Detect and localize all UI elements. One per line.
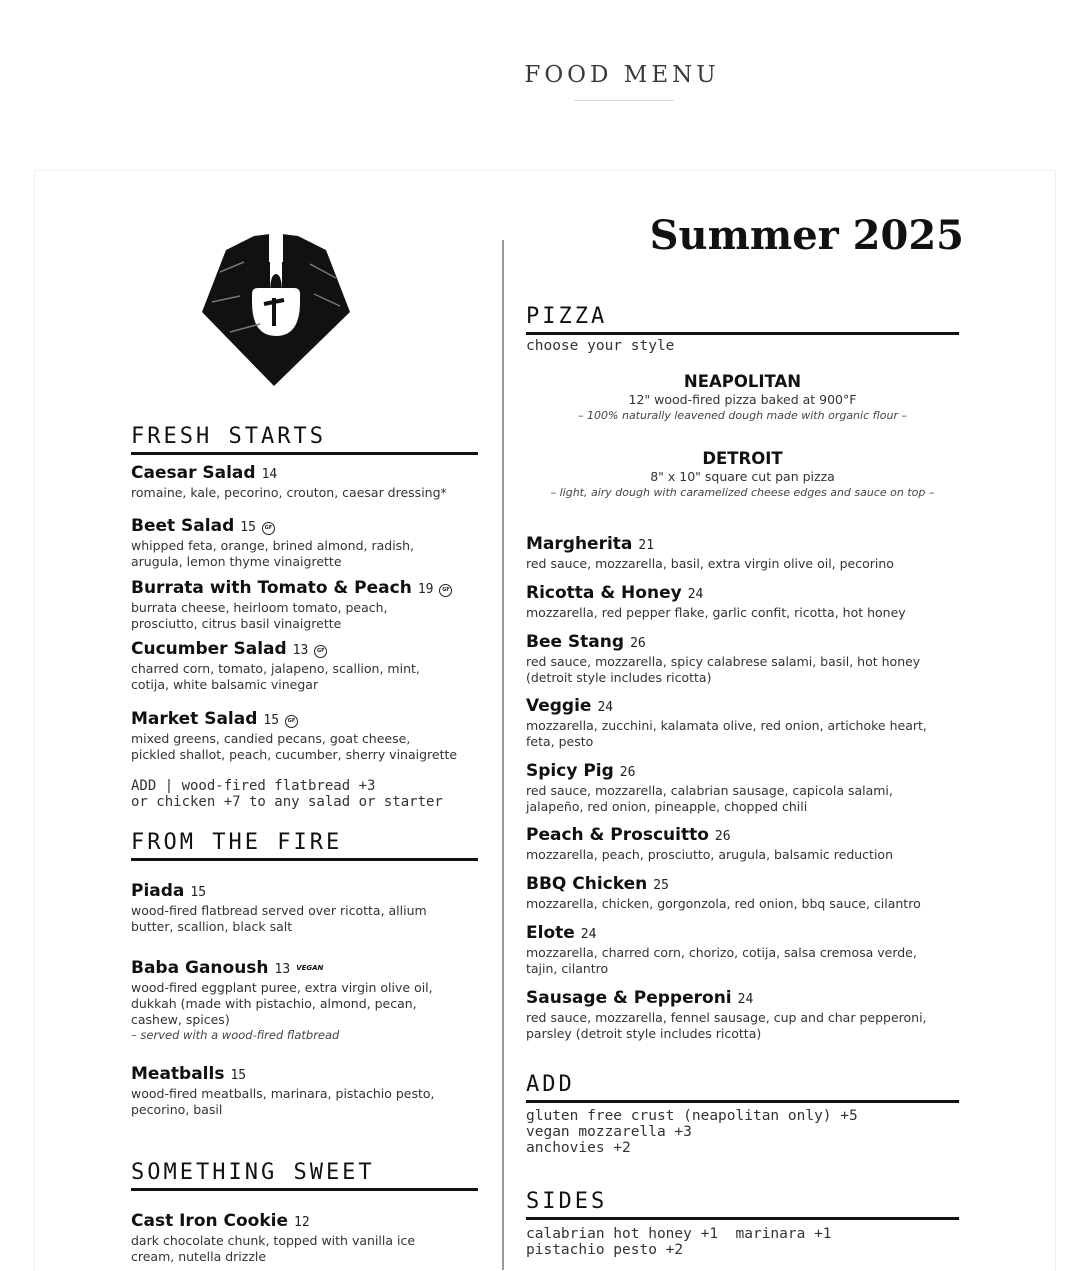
style-name: NEAPOLITAN — [683, 372, 802, 391]
menu-item-meatballs — [131, 1064, 481, 1118]
gluten-free-badge-icon: GF — [314, 645, 327, 658]
style-note: – light, airy dough with caramelized cheese edges and sauce on top – — [550, 486, 935, 499]
menu-item-bbq-chicken — [526, 874, 956, 912]
item-name: Piada — [131, 881, 185, 901]
item-description: parsley (detroit style includes ricotta) — [526, 1026, 762, 1041]
item-description: arugula, lemon thyme vinaigrette — [131, 554, 342, 569]
item-description: wood-fired flatbread served over ricotta, allium — [131, 903, 427, 918]
item-name: Spicy Pig — [526, 761, 614, 781]
item-note: – served with a wood-fired flatbread — [131, 1028, 340, 1042]
menu-item-market-salad — [131, 709, 481, 763]
item-price: 24 — [597, 700, 614, 715]
item-name: Elote — [526, 923, 575, 943]
gluten-free-badge-icon: GF — [439, 584, 452, 597]
item-description: romaine, kale, pecorino, crouton, caesar dressing* — [131, 485, 447, 500]
item-description: wood-fired eggplant puree, extra virgin olive oil, — [131, 980, 433, 995]
item-price: 12 — [294, 1215, 310, 1230]
add-on-note: or chicken +7 to any salad or starter — [131, 794, 443, 810]
item-price: 26 — [630, 636, 646, 651]
item-name: Cast Iron Cookie — [131, 1211, 289, 1231]
item-name: BBQ Chicken — [526, 874, 648, 894]
item-description: cotija, white balsamic vinegar — [131, 677, 319, 692]
item-description: charred corn, tomato, jalapeno, scallion, mint, — [131, 661, 420, 676]
item-description: dark chocolate chunk, topped with vanilla ice — [131, 1233, 416, 1248]
item-price: 26 — [714, 829, 731, 844]
item-description: prosciutto, citrus basil vinaigrette — [131, 616, 342, 631]
item-price: 24 — [737, 992, 754, 1007]
add-option: vegan mozzarella +3 — [526, 1124, 692, 1140]
item-description: pecorino, basil — [131, 1102, 223, 1117]
menu-item-bee-stang — [526, 632, 956, 686]
item-description: mozzarella, peach, prosciutto, arugula, balsamic reduction — [526, 847, 893, 862]
item-price: 21 — [638, 538, 655, 553]
menu-item-margherita — [526, 534, 956, 572]
item-description: feta, pesto — [526, 734, 594, 749]
item-description: whipped feta, orange, brined almond, radish, — [131, 538, 415, 553]
section-heading-add: ADD — [526, 1072, 959, 1103]
menu-item-sausage-pepperoni — [526, 988, 956, 1042]
item-description: red sauce, mozzarella, basil, extra virgin olive oil, pecorino — [526, 556, 894, 571]
item-name: Meatballs — [131, 1064, 225, 1084]
menu-item-caesar-salad — [131, 463, 481, 501]
item-price: 13 — [292, 643, 309, 658]
season-title: Summer 2025 — [649, 212, 964, 259]
item-name: Caesar Salad — [131, 463, 256, 483]
item-name: Ricotta & Honey — [526, 583, 682, 603]
item-description: cashew, spices) — [131, 1012, 230, 1027]
style-description: 8" x 10" square cut pan pizza — [650, 469, 835, 484]
item-price: 15 — [190, 885, 207, 900]
item-description: mixed greens, candied pecans, goat cheese, — [131, 731, 411, 746]
menu-item-spicy-pig — [526, 761, 956, 815]
item-description: dukkah (made with pistachio, almond, pecan, — [131, 996, 417, 1011]
item-name: Cucumber Salad — [131, 639, 287, 659]
item-description: (detroit style includes ricotta) — [526, 670, 712, 685]
item-description: red sauce, mozzarella, spicy calabrese salami, basil, hot honey — [526, 654, 921, 669]
item-description: mozzarella, zucchini, kalamata olive, red onion, artichoke heart, — [526, 718, 927, 733]
item-description: red sauce, mozzarella, fennel sausage, cup and char pepperoni, — [526, 1010, 927, 1025]
item-price: 15 — [230, 1068, 247, 1083]
item-name: Margherita — [526, 534, 633, 554]
section-heading-sides: SIDES — [526, 1189, 959, 1220]
menu-item-veggie — [526, 696, 956, 750]
item-price: 13 — [274, 962, 291, 977]
item-price: 26 — [619, 765, 636, 780]
item-name: Baba Ganoush — [131, 958, 269, 978]
side-option: pistachio pesto +2 — [526, 1242, 684, 1258]
item-description: mozzarella, red pepper flake, garlic confit, ricotta, hot honey — [526, 605, 906, 620]
item-description: cream, nutella drizzle — [131, 1249, 267, 1264]
item-description: wood-fired meatballs, marinara, pistachio pesto, — [131, 1086, 435, 1101]
menu-item-elote — [526, 923, 956, 977]
item-price: 24 — [580, 927, 597, 942]
item-name: Peach & Proscuitto — [526, 825, 709, 845]
item-price: 19 — [417, 582, 434, 597]
column-divider — [502, 240, 504, 1270]
section-heading-something-sweet: SOMETHING SWEET — [131, 1160, 478, 1191]
menu-item-baba-ganoush — [131, 958, 481, 1043]
item-price: 24 — [687, 587, 704, 602]
menu-item-cucumber-salad — [131, 639, 481, 693]
item-description: burrata cheese, heirloom tomato, peach, — [131, 600, 388, 615]
item-price: 14 — [261, 467, 278, 482]
gluten-free-badge-icon: GF — [285, 715, 298, 728]
add-option: anchovies +2 — [526, 1140, 631, 1156]
add-option: gluten free crust (neapolitan only) +5 — [526, 1108, 858, 1124]
item-description: tajin, cilantro — [526, 961, 609, 976]
item-name: Burrata with Tomato & Peach — [131, 578, 412, 598]
item-price: 15 — [240, 520, 256, 535]
item-name: Market Salad — [131, 709, 258, 729]
gluten-free-badge-icon: GF — [262, 522, 275, 535]
item-description: red sauce, mozzarella, calabrian sausage, capicola salami, — [526, 783, 893, 798]
menu-item-cast-iron-cookie — [131, 1211, 481, 1265]
item-price: 15 — [263, 713, 280, 728]
item-description: mozzarella, chicken, gorgonzola, red onion, bbq sauce, cilantro — [526, 896, 921, 911]
item-description: butter, scallion, black salt — [131, 919, 293, 934]
vegan-badge-icon: VEGAN — [296, 964, 324, 972]
menu-item-piada — [131, 881, 481, 935]
style-name: DETROIT — [702, 449, 783, 468]
section-heading-from-the-fire: FROM THE FIRE — [131, 830, 478, 861]
item-name: Veggie — [526, 696, 592, 716]
item-price: 25 — [653, 878, 669, 893]
item-description: pickled shallot, peach, cucumber, sherry vinaigrette — [131, 747, 458, 762]
pizza-style-detroit — [526, 449, 959, 500]
side-option: calabrian hot honey +1 marinara +1 — [526, 1226, 832, 1242]
section-subtitle: choose your style — [526, 338, 675, 354]
style-note: – 100% naturally leavened dough made with organic flour – — [578, 409, 907, 422]
item-description: jalapeño, red onion, pineapple, chopped chili — [526, 799, 808, 814]
item-description: mozzarella, charred corn, chorizo, cotija, salsa cremosa verde, — [526, 945, 917, 960]
title-underline — [574, 100, 674, 101]
page-title: FOOD MENU — [524, 62, 720, 88]
section-heading-pizza: PIZZA — [526, 304, 959, 335]
pizza-style-neapolitan — [526, 372, 959, 423]
item-name: Beet Salad — [131, 516, 235, 536]
item-name: Sausage & Pepperoni — [526, 988, 732, 1008]
menu-item-beet-salad — [131, 516, 481, 570]
menu-item-peach-proscuitto — [526, 825, 956, 863]
menu-item-burrata — [131, 578, 481, 632]
style-description: 12" wood-fired pizza baked at 900°F — [628, 392, 857, 407]
section-heading-fresh-starts: FRESH STARTS — [131, 424, 478, 455]
menu-item-ricotta-honey — [526, 583, 956, 621]
pizza-peel-logo-icon — [190, 232, 360, 390]
add-on-note: ADD | wood-fired flatbread +3 — [131, 778, 376, 794]
item-name: Bee Stang — [526, 632, 625, 652]
